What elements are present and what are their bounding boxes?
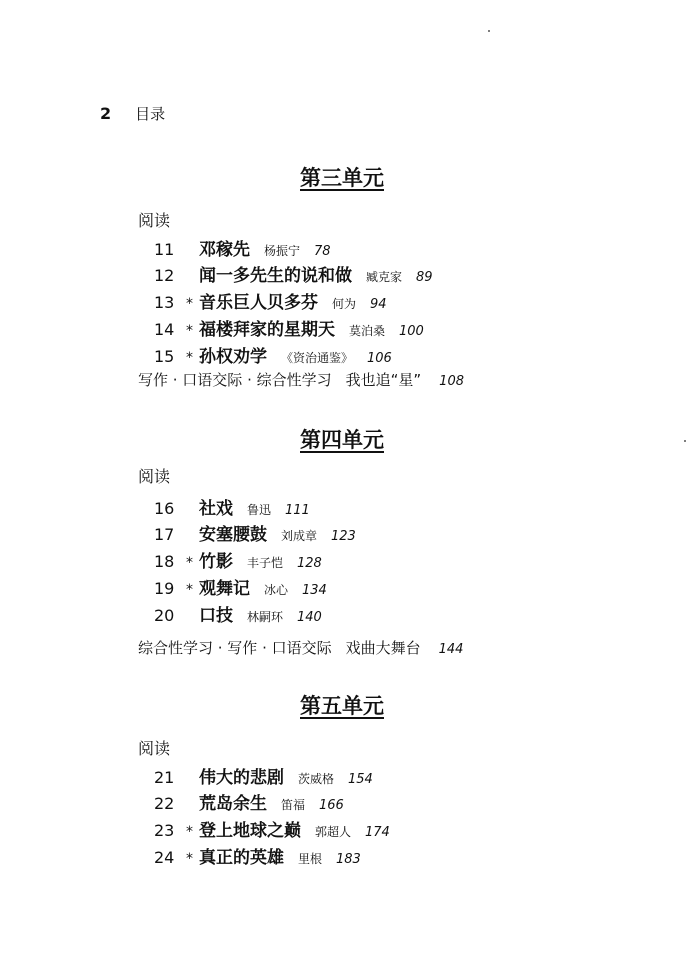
- activity-page: 108: [439, 374, 464, 389]
- lesson-author: 笛福: [281, 798, 306, 812]
- lesson-title[interactable]: 观舞记: [199, 579, 250, 599]
- unit-title-5: 第五单元: [300, 694, 384, 718]
- lesson-page: 128: [297, 556, 322, 571]
- lesson-number: 12: [154, 266, 175, 285]
- lesson-page: 154: [348, 772, 373, 787]
- lesson-page: 100: [399, 324, 424, 339]
- lesson-title[interactable]: 音乐巨人贝多芬: [199, 293, 318, 313]
- toc-entry[interactable]: [154, 843, 361, 869]
- lesson-title[interactable]: 真正的英雄: [199, 848, 284, 868]
- lesson-number: 23: [154, 821, 175, 840]
- lesson-title[interactable]: 荒岛余生: [199, 794, 267, 814]
- lesson-title[interactable]: 闻一多先生的说和做: [199, 266, 352, 286]
- optional-marker: *: [186, 555, 193, 571]
- toc-entry[interactable]: [154, 574, 327, 600]
- activity-page: 144: [438, 642, 464, 657]
- toc-entry[interactable]: [154, 288, 387, 314]
- activity-entry[interactable]: [138, 637, 463, 658]
- activity-topic[interactable]: 戏曲大舞台: [345, 639, 421, 657]
- lesson-author: 杨振宁: [264, 244, 301, 258]
- lesson-number: 13: [154, 293, 175, 312]
- lesson-title[interactable]: 安塞腰鼓: [199, 525, 267, 545]
- section-label-reading: 阅读: [138, 739, 171, 758]
- toc-entry[interactable]: [154, 315, 424, 341]
- lesson-title[interactable]: 社戏: [199, 499, 233, 519]
- lesson-number: 24: [154, 848, 175, 867]
- toc-entry[interactable]: [154, 235, 331, 261]
- toc-entry[interactable]: [154, 547, 322, 573]
- optional-marker: *: [186, 582, 193, 598]
- lesson-page: 111: [285, 503, 310, 518]
- lesson-number: 18: [154, 552, 175, 571]
- lesson-page: 123: [331, 529, 356, 544]
- lesson-number: 22: [154, 794, 175, 813]
- toc-entry[interactable]: [154, 494, 310, 520]
- lesson-page: 89: [416, 270, 433, 285]
- unit-title-3: 第三单元: [300, 166, 384, 190]
- lesson-author: 鲁迅: [247, 503, 272, 517]
- lesson-author: 茨威格: [298, 772, 335, 786]
- lesson-author: 林嗣环: [247, 610, 284, 624]
- page-header: [100, 103, 165, 124]
- lesson-author: 冰心: [264, 583, 289, 597]
- lesson-author: 刘成章: [281, 529, 318, 543]
- activity-label: 写作 · 口语交际 · 综合性学习: [138, 371, 332, 389]
- lesson-page: 94: [370, 297, 387, 312]
- activity-entry[interactable]: [138, 369, 464, 390]
- lesson-title[interactable]: 福楼拜家的星期天: [199, 320, 335, 340]
- lesson-page: 166: [319, 798, 344, 813]
- lesson-title[interactable]: 邓稼先: [199, 240, 250, 260]
- lesson-title[interactable]: 口技: [199, 606, 233, 626]
- lesson-author: 郭超人: [315, 825, 352, 839]
- lesson-author: 《资治通鉴》: [281, 351, 354, 365]
- lesson-page: 78: [314, 244, 331, 259]
- lesson-title[interactable]: 孙权劝学: [199, 347, 267, 367]
- lesson-number: 17: [154, 525, 175, 544]
- scan-speck: [684, 440, 686, 442]
- toc-entry[interactable]: [154, 789, 344, 815]
- activity-label: 综合性学习 · 写作 · 口语交际: [138, 639, 332, 657]
- lesson-number: 15: [154, 347, 175, 366]
- toc-entry[interactable]: [154, 601, 322, 627]
- lesson-author: 丰子恺: [247, 556, 284, 570]
- lesson-title[interactable]: 伟大的悲剧: [199, 768, 284, 788]
- lesson-number: 19: [154, 579, 175, 598]
- activity-topic[interactable]: 我也追“星”: [345, 371, 422, 389]
- lesson-number: 16: [154, 499, 175, 518]
- unit-title-4: 第四单元: [300, 428, 384, 452]
- optional-marker: *: [186, 824, 193, 840]
- lesson-number: 11: [154, 240, 175, 259]
- page-number: 2: [100, 104, 112, 123]
- lesson-page: 174: [365, 825, 390, 840]
- lesson-author: 何为: [332, 297, 357, 311]
- toc-entry[interactable]: [154, 520, 356, 546]
- optional-marker: *: [186, 323, 193, 339]
- toc-entry[interactable]: [154, 261, 433, 287]
- lesson-page: 183: [336, 852, 361, 867]
- toc-entry[interactable]: [154, 342, 392, 368]
- optional-marker: *: [186, 851, 193, 867]
- lesson-author: 臧克家: [366, 270, 403, 284]
- section-label-reading: 阅读: [138, 467, 171, 486]
- lesson-page: 134: [302, 583, 327, 598]
- lesson-number: 20: [154, 606, 175, 625]
- section-label-reading: 阅读: [138, 211, 171, 230]
- optional-marker: *: [186, 296, 193, 312]
- lesson-page: 106: [367, 351, 392, 366]
- lesson-title[interactable]: 登上地球之巅: [199, 821, 301, 841]
- toc-entry[interactable]: [154, 816, 390, 842]
- lesson-author: 莫泊桑: [349, 324, 386, 338]
- header-label: 目录: [135, 105, 166, 123]
- lesson-author: 里根: [298, 852, 323, 866]
- lesson-number: 14: [154, 320, 175, 339]
- lesson-number: 21: [154, 768, 175, 787]
- toc-entry[interactable]: [154, 763, 373, 789]
- lesson-page: 140: [297, 610, 322, 625]
- scan-speck: [488, 30, 490, 32]
- lesson-title[interactable]: 竹影: [199, 552, 233, 572]
- optional-marker: *: [186, 350, 193, 366]
